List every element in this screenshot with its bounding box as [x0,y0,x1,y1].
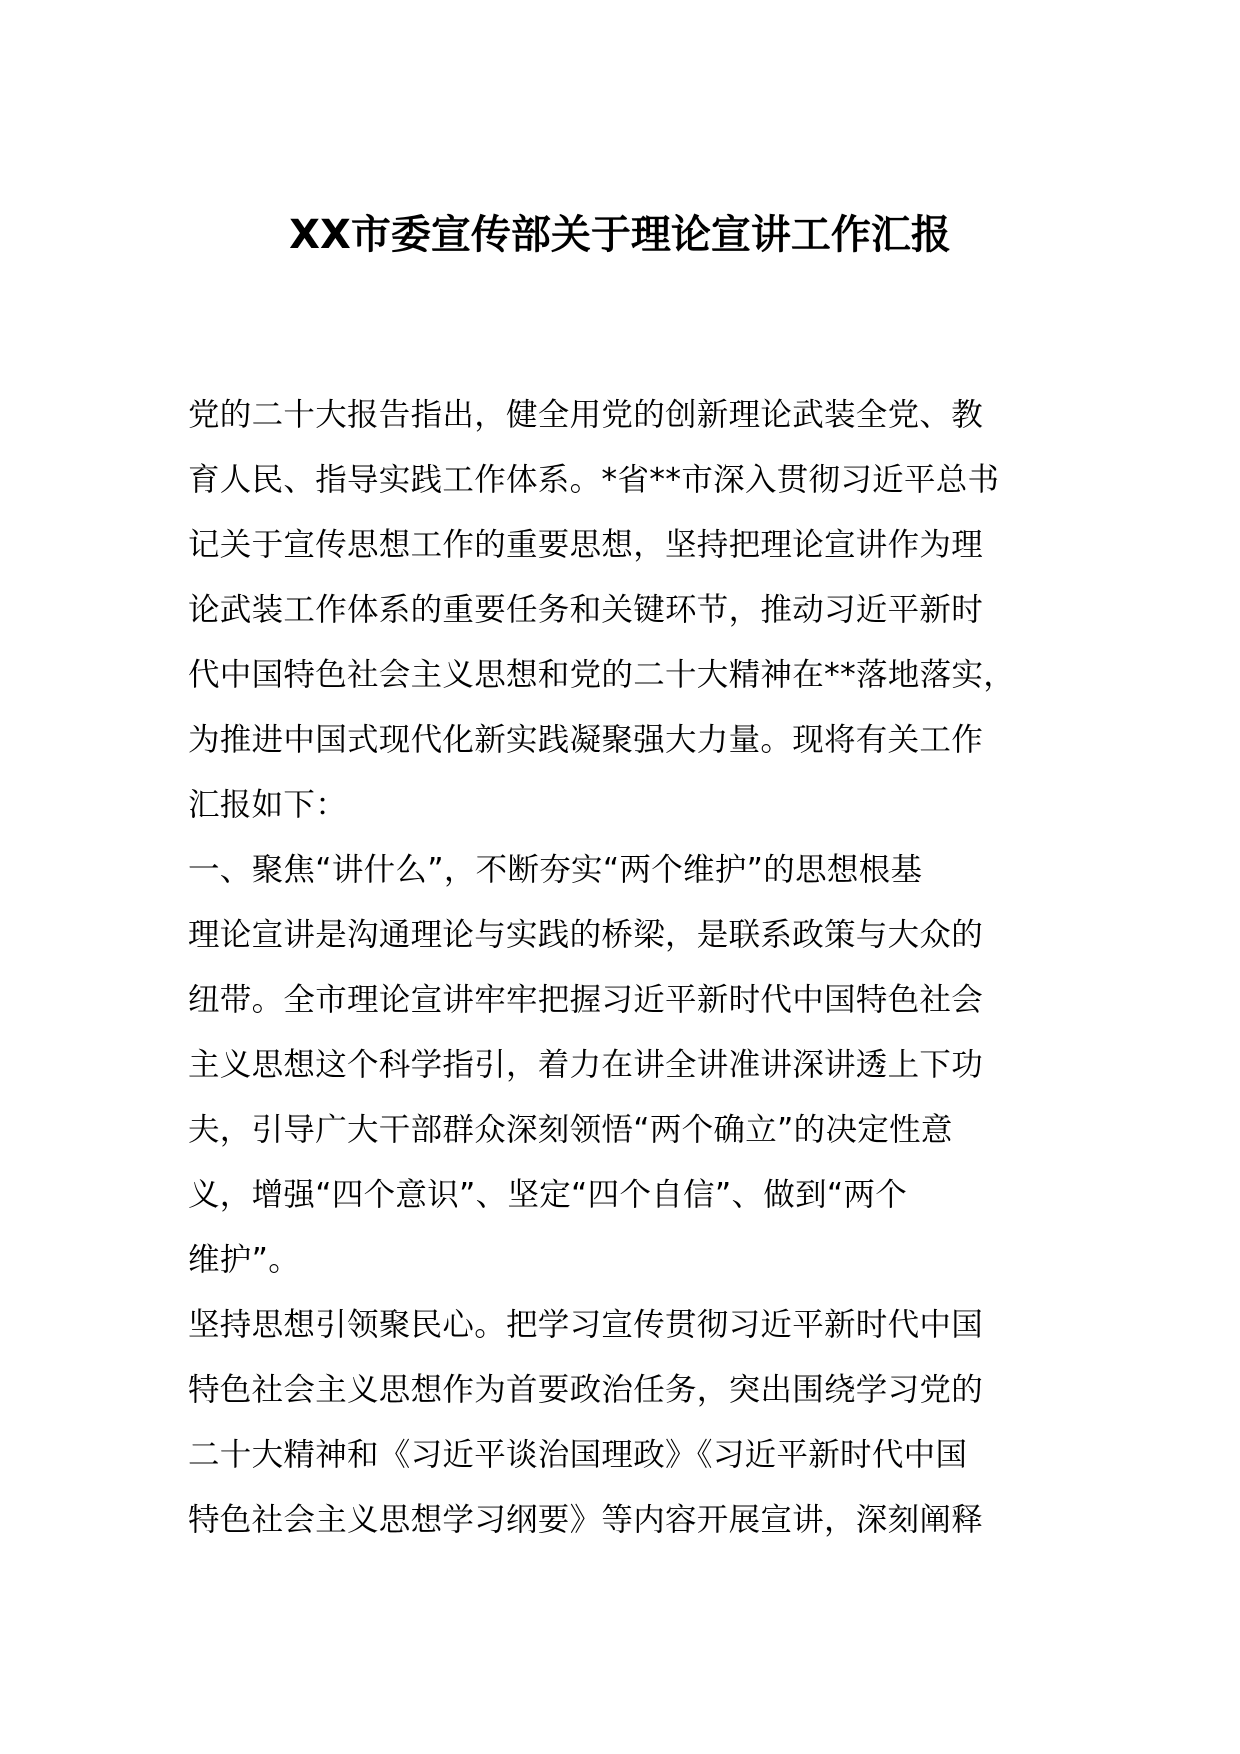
text-line: 夫，引导广大干部群众深刻领悟“两个确立”的决定性意 [188,1112,953,1148]
text-line: 维护”。 [188,1242,301,1278]
text-line: 理论宣讲是沟通理论与实践的桥梁，是联系政策与大众的 [188,917,984,953]
text-line: 特色社会主义思想学习纲要》等内容开展宣讲，深刻阐释 [188,1502,984,1538]
text-line: 坚持思想引领聚民心。把学习宣传贯彻习近平新时代中国 [188,1307,984,1343]
text-line: 记关于宣传思想工作的重要思想，坚持把理论宣讲作为理 [188,527,984,563]
text-line: 党的二十大报告指出，健全用党的创新理论武装全党、教 [188,397,984,433]
section-heading: 一、聚焦“讲什么”，不断夯实“两个维护”的思想根基 [188,852,923,888]
document-title: XX市委宣传部关于理论宣讲工作汇报 [289,212,951,258]
text-line: 主义思想这个科学指引，着力在讲全讲准讲深讲透上下功 [188,1047,984,1083]
text-line: 汇报如下： [188,787,348,823]
document-body [188,383,1088,1553]
text-line: 论武装工作体系的重要任务和关键环节，推动习近平新时 [188,592,984,628]
text-line: 代中国特色社会主义思想和党的二十大精神在**落地落实， [188,657,1016,693]
text-line: 育人民、指导实践工作体系。*省**市深入贯彻习近平总书 [188,462,1000,498]
text-line: 义，增强“四个意识”、坚定“四个自信”、做到“两个 [188,1177,908,1213]
text-line: 特色社会主义思想作为首要政治任务，突出围绕学习党的 [188,1372,984,1408]
text-line: 为推进中国式现代化新实践凝聚强大力量。现将有关工作 [188,722,984,758]
text-line: 纽带。全市理论宣讲牢牢把握习近平新时代中国特色社会 [188,982,984,1018]
text-line: 二十大精神和《习近平谈治国理政》《习近平新时代中国 [188,1437,968,1473]
